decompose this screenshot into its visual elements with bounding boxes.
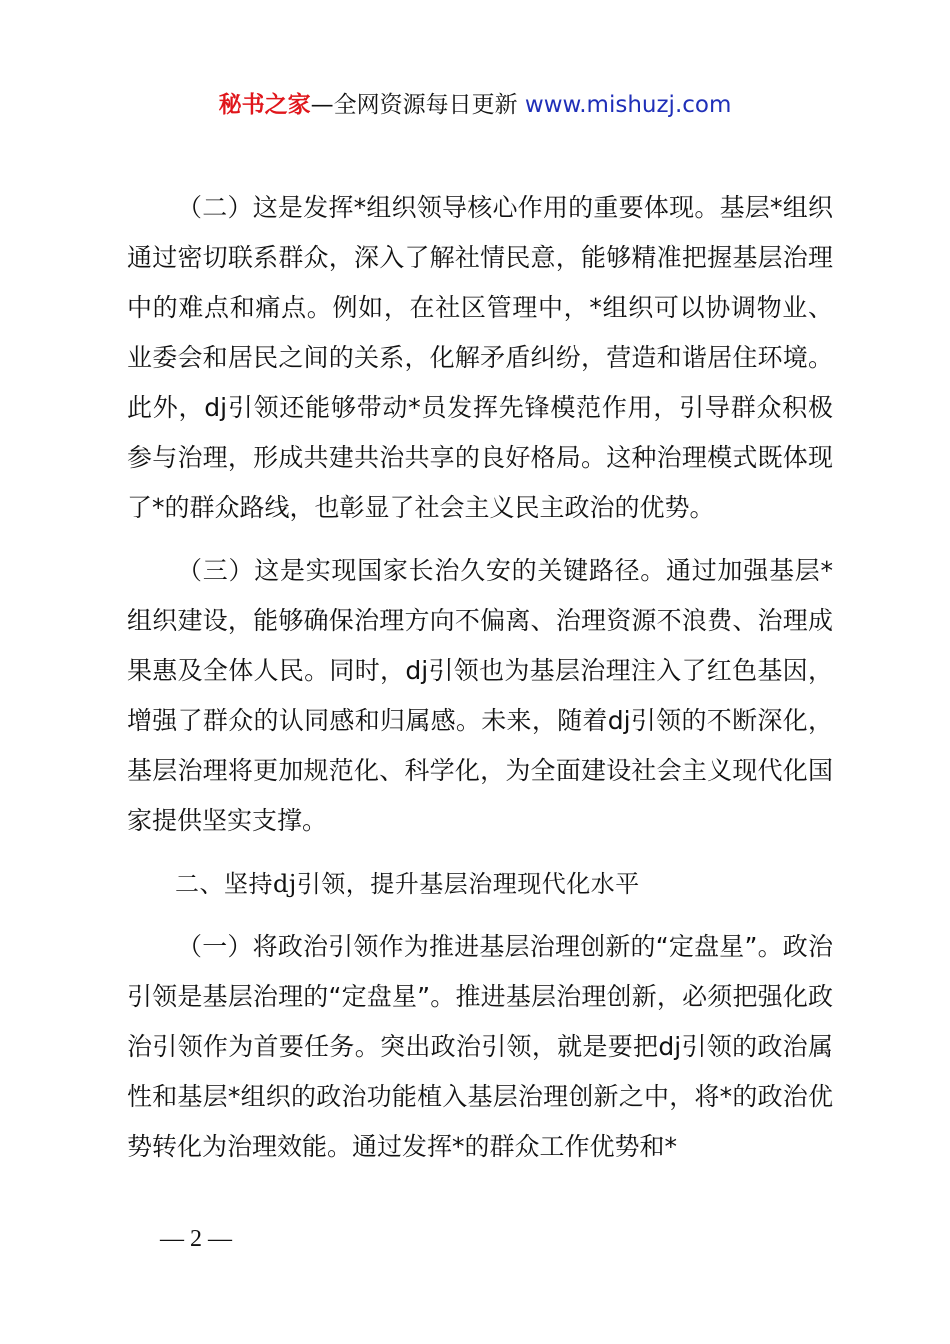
site-watermark-header bbox=[0, 88, 950, 122]
section-heading-2: 二、坚持dj引领，提升基层治理现代化水平 bbox=[175, 870, 640, 898]
paragraph-section-2-1: （一）将政治引领作为推进基层治理创新的“定盘星”。政治引领是基层治理的“定盘星”。推进基层治理创新，必须把强化政治引领作为首要任务。突出政治引领，就是要把dj引领的政治属性和基层*组织的政治功能植入基层治理创新之中，将*的政治优势转化为治理效能。通过发挥*的群众工作优势和* bbox=[127, 932, 833, 1161]
paragraph-section-1-3: （三）这是实现国家长治久安的关键路径。通过加强基层*组织建设，能够确保治理方向不偏离、治理资源不浪费、治理成果惠及全体人民。同时，dj引领也为基层治理注入了红色基因，增强了群众的认同感和归属感。未来，随着dj引领的不断深化，基层治理将更加规范化、科学化，为全面建设社会主义现代化国家提供坚实支撑。 bbox=[127, 556, 833, 835]
paragraph-section-1-2: （二）这是发挥*组织领导核心作用的重要体现。基层*组织通过密切联系群众，深入了解社情民意，能够精准把握基层治理中的难点和痛点。例如，在社区管理中，*组织可以协调物业、业委会和居民之间的关系，化解矛盾纠纷，营造和谐居住环境。此外，dj引领还能够带动*员发挥先锋模范作用，引导群众积极参与治理，形成共建共治共享的良好格局。这种治理模式既体现了*的群众路线，也彰显了社会主义民主政治的优势。 bbox=[127, 193, 833, 522]
header-tagline: —全网资源每日更新 bbox=[310, 92, 525, 118]
document-body bbox=[127, 183, 833, 1172]
page-number: — 2 — bbox=[160, 1226, 232, 1252]
header-url: www.mishuzj.com bbox=[524, 92, 732, 118]
brand-name: 秘书之家 bbox=[218, 92, 311, 118]
